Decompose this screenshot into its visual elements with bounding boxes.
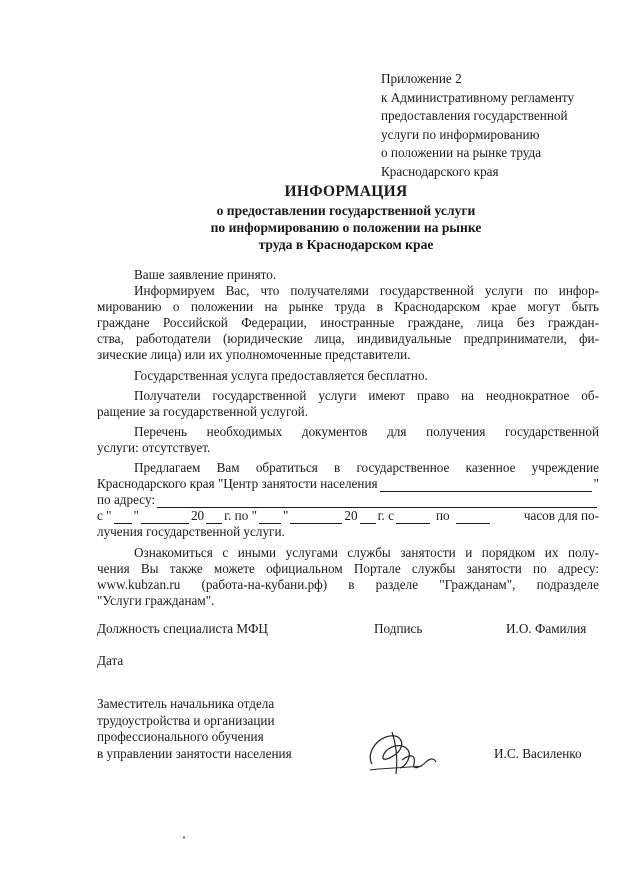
free-text: Государственная услуга предоставляется бесплатно. [134, 367, 428, 383]
other-line: Ознакомиться с иными услугами службы занятости и порядком их полу- [134, 544, 599, 560]
info-line: зические лица) или их уполномоченные представители. [97, 347, 411, 363]
appendix-line: Краснодарского края [381, 163, 499, 179]
docs-line: Перечень необходимых документов для получения государственной [134, 423, 599, 439]
title-line: о предоставлении государственной услуги [216, 203, 476, 218]
time-to-label: по [435, 508, 450, 524]
date-to-label: г. по " [224, 508, 257, 524]
time-to-field[interactable] [456, 511, 490, 524]
date-label: Дата [97, 653, 124, 668]
address-label: по адресу: [97, 492, 156, 508]
quote-mark: " [593, 476, 599, 492]
other-services-paragraph [97, 545, 599, 609]
day-from-field[interactable] [114, 511, 132, 524]
repeat-line: Получатели государственной услуги имеют право на неоднократное об- [134, 387, 599, 403]
time-from-label: г. с [377, 508, 394, 524]
year-prefix: 20 [190, 508, 205, 524]
deputy-line: профессионального обучения [97, 729, 264, 745]
deputy-name: И.С. Василенко [494, 746, 582, 761]
appendix-line: Приложение 2 [381, 71, 462, 86]
appendix-line: предоставления государственной [381, 108, 568, 124]
title-line: труда в Краснодарском крае [258, 237, 434, 252]
title-main: ИНФОРМАЦИЯ [284, 183, 408, 200]
docs-paragraph [97, 424, 599, 456]
specialist-position-label: Должность специалиста МФЦ [97, 621, 268, 636]
appendix-line: услуги по информированию [381, 126, 540, 142]
address-field[interactable] [157, 495, 597, 508]
info-line: граждане Российской Федерации, иностранные граждане, лица без граждан- [97, 315, 599, 331]
deputy-line: трудоустройства и организации [97, 712, 275, 728]
info-line: Информируем Вас, что получателями государственной услуги по инфор- [134, 283, 599, 299]
appendix-line: к Административному регламенту [381, 89, 575, 105]
title-line: по информированию о положении на рынке [210, 220, 482, 235]
other-line: "Услуги гражданам". [97, 592, 215, 608]
month-to-field[interactable] [290, 511, 342, 524]
quote-mark: " [133, 508, 139, 524]
repeat-paragraph [97, 388, 599, 420]
offer-paragraph [97, 460, 599, 540]
service-receipt-line: лучения государственной услуги. [97, 524, 285, 540]
month-from-field[interactable] [141, 511, 189, 524]
center-name-row [97, 476, 599, 492]
appendix-header [381, 70, 631, 182]
signature-label: Подпись [374, 621, 423, 636]
date-from-label: с " [97, 508, 112, 524]
full-name-label: И.О. Фамилия [506, 621, 587, 636]
info-paragraph [97, 283, 599, 363]
other-line: чения Вы также можете официальном Портале службы занятости по адресу: [97, 560, 599, 576]
year-to-field[interactable] [360, 511, 376, 524]
date-range-row [97, 508, 599, 524]
document-body [97, 267, 599, 609]
appendix-line: о положении на рынке труда [381, 145, 542, 161]
quote-mark: " [282, 508, 289, 524]
deputy-line: в управлении занятости населения [97, 745, 292, 761]
day-to-field[interactable] [259, 511, 281, 524]
deputy-line: Заместитель начальника отдела [97, 696, 275, 711]
center-name-field[interactable] [380, 479, 592, 492]
document-title [96, 182, 596, 253]
address-row [97, 492, 599, 508]
offer-line: Предлагаем Вам обратиться в государственное казенное учреждение [134, 460, 599, 476]
info-line: мированию о положении на рынке труда в Краснодарском крае могут быть [97, 299, 599, 315]
other-line: www.kubzan.ru (работа-на-кубани.рф) в разделе "Гражданам", подразделе [97, 576, 599, 592]
repeat-line: ращение за государственной услугой. [97, 403, 309, 419]
scan-speck [183, 836, 185, 839]
docs-line: услуги: отсутствует. [97, 439, 211, 455]
hours-label: часов для по- [523, 508, 599, 524]
info-line: ства, работодатели (юридические лица, индивидуальные предприниматели, фи- [97, 331, 599, 347]
handwritten-signature [362, 724, 442, 780]
deputy-title [97, 696, 292, 762]
time-from-field[interactable] [396, 511, 430, 524]
accepted-text: Ваше заявление принято. [134, 267, 277, 282]
year-from-field[interactable] [206, 511, 222, 524]
center-label: Краснодарского края "Центр занятости населения [97, 476, 378, 492]
year-prefix: 20 [344, 508, 358, 524]
